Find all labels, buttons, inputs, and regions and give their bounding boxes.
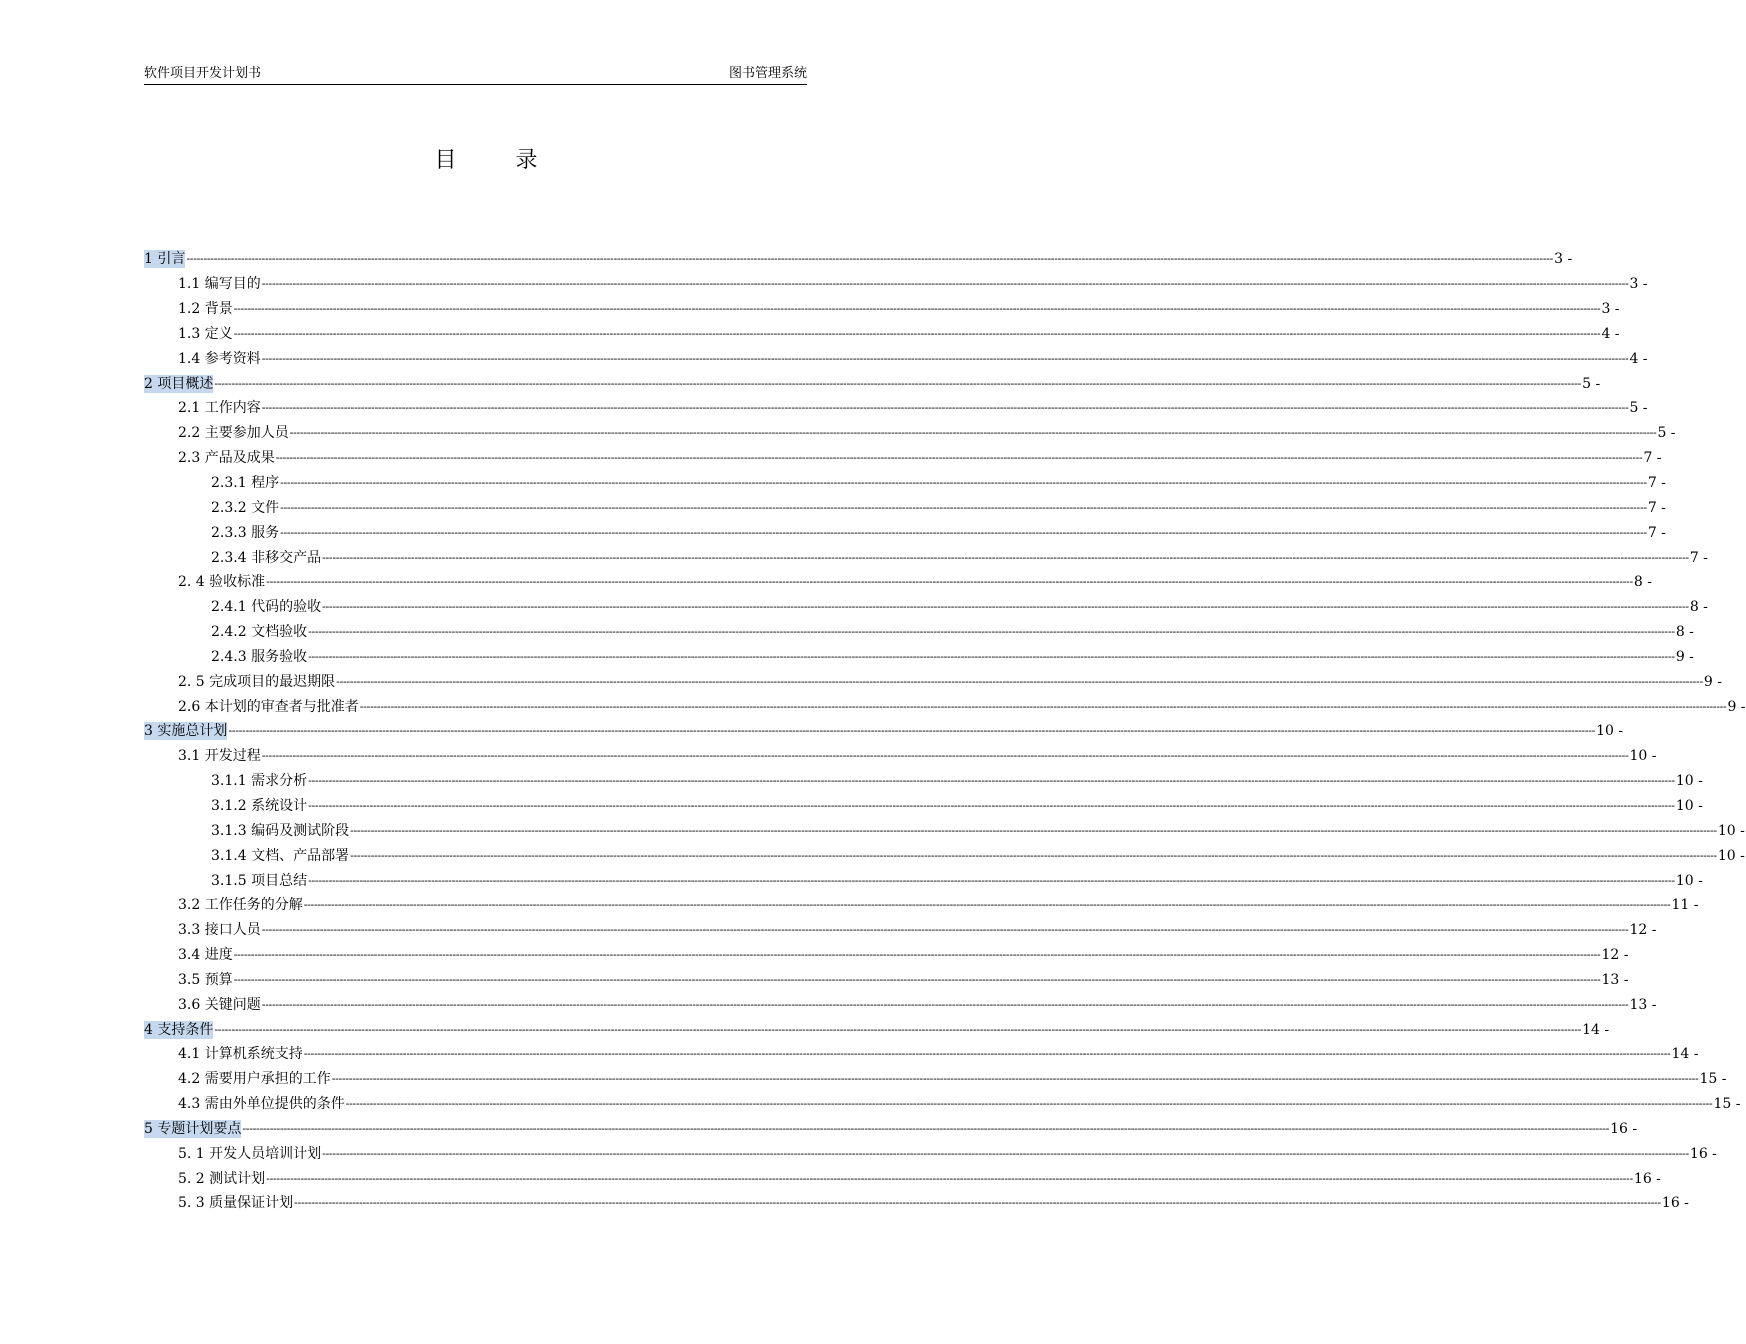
toc-entry-label: 2.6 本计划的审查者与批准者 xyxy=(178,698,359,715)
toc-entry-page-number: 15 - xyxy=(1713,1096,1741,1113)
toc-entry[interactable] xyxy=(144,992,1657,1017)
toc-entry[interactable] xyxy=(144,1141,1717,1166)
toc-entry-page-number: 10 - xyxy=(1675,797,1703,814)
toc-entry-page-number: 14 - xyxy=(1671,1046,1699,1063)
table-of-contents xyxy=(144,247,1746,1216)
toc-leader-dashes: ---------------------------------------------------------------------------------------------------------------------------------------------------------------------------------------------------------------------------------------------------------------------------------------------------------------------------------------------------------------------------------------------------------------- xyxy=(261,351,1629,365)
toc-entry-page-number: 5 - xyxy=(1657,425,1676,442)
toc-entry-label: 4.3 需由外单位提供的条件 xyxy=(178,1096,345,1113)
toc-entry-page-number: 4 - xyxy=(1629,350,1648,367)
toc-entry-label: 3.1.3 编码及测试阶段 xyxy=(211,822,350,839)
toc-entry-label: 2.1 工作内容 xyxy=(178,400,261,417)
toc-entry[interactable] xyxy=(144,1017,1610,1042)
toc-leader-dashes: ---------------------------------------------------------------------------------------------------------------------------------------------------------------------------------------------------------------------------------------------------------------------------------------------------------------------------------------------------------------------------------------------------------------- xyxy=(308,873,1675,887)
toc-leader-dashes: ---------------------------------------------------------------------------------------------------------------------------------------------------------------------------------------------------------------------------------------------------------------------------------------------------------------------------------------------------------------------------------------------------------------- xyxy=(294,1196,1661,1210)
toc-entry[interactable] xyxy=(144,943,1629,968)
toc-entry-label: 1.3 定义 xyxy=(178,325,233,342)
toc-leader-dashes: ---------------------------------------------------------------------------------------------------------------------------------------------------------------------------------------------------------------------------------------------------------------------------------------------------------------------------------------------------------------------------------------------------------------- xyxy=(308,798,1675,812)
toc-entry[interactable] xyxy=(144,868,1703,893)
toc-leader-dashes: ---------------------------------------------------------------------------------------------------------------------------------------------------------------------------------------------------------------------------------------------------------------------------------------------------------------------------------------------------------------------------------------------------------------- xyxy=(261,749,1629,763)
toc-entry-label: 4 支持条件 xyxy=(144,1021,214,1038)
toc-entry[interactable] xyxy=(144,620,1694,645)
toc-entry-page-number: 9 - xyxy=(1727,698,1746,715)
toc-entry-label: 1.1 编写目的 xyxy=(178,276,261,293)
toc-leader-dashes: ---------------------------------------------------------------------------------------------------------------------------------------------------------------------------------------------------------------------------------------------------------------------------------------------------------------------------------------------------------------------------------------------------------------- xyxy=(280,525,1647,539)
toc-entry[interactable] xyxy=(144,1042,1699,1067)
toc-leader-dashes: ---------------------------------------------------------------------------------------------------------------------------------------------------------------------------------------------------------------------------------------------------------------------------------------------------------------------------------------------------------------------------------------------------------------- xyxy=(280,476,1647,490)
toc-entry[interactable] xyxy=(144,694,1746,719)
toc-entry-page-number: 3 - xyxy=(1554,251,1573,268)
toc-entry-label: 3.4 进度 xyxy=(178,947,233,964)
toc-entry[interactable] xyxy=(144,843,1745,868)
toc-heading: 目 录 xyxy=(434,148,564,173)
toc-entry-page-number: 10 - xyxy=(1675,872,1703,889)
toc-leader-dashes: ---------------------------------------------------------------------------------------------------------------------------------------------------------------------------------------------------------------------------------------------------------------------------------------------------------------------------------------------------------------------------------------------------------------- xyxy=(308,625,1675,639)
toc-entry[interactable] xyxy=(144,545,1708,570)
toc-entry-label: 4.1 计算机系统支持 xyxy=(178,1046,303,1063)
toc-entry-label: 3.1.4 文档、产品部署 xyxy=(211,847,350,864)
toc-entry[interactable] xyxy=(144,396,1648,421)
toc-entry[interactable] xyxy=(144,893,1699,918)
toc-entry-page-number: 7 - xyxy=(1647,475,1666,492)
toc-entry-page-number: 5 - xyxy=(1629,400,1648,417)
toc-leader-dashes: ---------------------------------------------------------------------------------------------------------------------------------------------------------------------------------------------------------------------------------------------------------------------------------------------------------------------------------------------------------------------------------------------------------------- xyxy=(228,724,1596,738)
toc-entry[interactable] xyxy=(144,719,1624,744)
toc-entry-page-number: 8 - xyxy=(1675,624,1694,641)
toc-entry-page-number: 11 - xyxy=(1671,897,1699,914)
toc-entry-label: 2. 4 验收标准 xyxy=(178,574,266,591)
toc-leader-dashes: ---------------------------------------------------------------------------------------------------------------------------------------------------------------------------------------------------------------------------------------------------------------------------------------------------------------------------------------------------------------------------------------------------------------- xyxy=(242,1121,1610,1135)
toc-entry-label: 1.2 背景 xyxy=(178,301,233,318)
toc-entry-label: 5. 2 测试计划 xyxy=(178,1170,266,1187)
toc-leader-dashes: ---------------------------------------------------------------------------------------------------------------------------------------------------------------------------------------------------------------------------------------------------------------------------------------------------------------------------------------------------------------------------------------------------------------- xyxy=(308,774,1675,788)
toc-leader-dashes: ---------------------------------------------------------------------------------------------------------------------------------------------------------------------------------------------------------------------------------------------------------------------------------------------------------------------------------------------------------------------------------------------------------------- xyxy=(331,1072,1699,1086)
toc-entry[interactable] xyxy=(144,471,1666,496)
toc-entry[interactable] xyxy=(144,495,1666,520)
toc-entry-label: 3.3 接口人员 xyxy=(178,922,261,939)
toc-entry-page-number: 10 - xyxy=(1629,748,1657,765)
toc-leader-dashes: ---------------------------------------------------------------------------------------------------------------------------------------------------------------------------------------------------------------------------------------------------------------------------------------------------------------------------------------------------------------------------------------------------------------- xyxy=(350,823,1717,837)
toc-entry-page-number: 7 - xyxy=(1647,524,1666,541)
toc-entry-label: 5. 3 质量保证计划 xyxy=(178,1195,294,1212)
toc-entry-label: 3.1 开发过程 xyxy=(178,748,261,765)
toc-leader-dashes: ---------------------------------------------------------------------------------------------------------------------------------------------------------------------------------------------------------------------------------------------------------------------------------------------------------------------------------------------------------------------------------------------------------------- xyxy=(350,848,1717,862)
toc-entry-label: 1.4 参考资料 xyxy=(178,350,261,367)
toc-entry-label: 5 专题计划要点 xyxy=(144,1120,242,1137)
toc-entry[interactable] xyxy=(144,595,1708,620)
toc-entry[interactable] xyxy=(144,1166,1661,1191)
toc-entry[interactable] xyxy=(144,769,1703,794)
toc-entry-page-number: 7 - xyxy=(1647,499,1666,516)
toc-entry-label: 5. 1 开发人员培训计划 xyxy=(178,1145,322,1162)
toc-entry[interactable] xyxy=(144,322,1620,347)
toc-entry-label: 3 实施总计划 xyxy=(144,723,228,740)
toc-entry[interactable] xyxy=(144,346,1648,371)
toc-entry[interactable] xyxy=(144,520,1666,545)
toc-entry-page-number: 12 - xyxy=(1601,947,1629,964)
toc-leader-dashes: ---------------------------------------------------------------------------------------------------------------------------------------------------------------------------------------------------------------------------------------------------------------------------------------------------------------------------------------------------------------------------------------------------------------- xyxy=(233,302,1601,316)
toc-leader-dashes: ---------------------------------------------------------------------------------------------------------------------------------------------------------------------------------------------------------------------------------------------------------------------------------------------------------------------------------------------------------------------------------------------------------------- xyxy=(261,277,1629,291)
toc-leader-dashes: ---------------------------------------------------------------------------------------------------------------------------------------------------------------------------------------------------------------------------------------------------------------------------------------------------------------------------------------------------------------------------------------------------------------- xyxy=(303,898,1671,912)
toc-entry-label: 3.5 预算 xyxy=(178,971,233,988)
toc-entry-label: 2.4.1 代码的验收 xyxy=(211,599,322,616)
toc-entry-label: 2 项目概述 xyxy=(144,375,214,392)
toc-leader-dashes: ---------------------------------------------------------------------------------------------------------------------------------------------------------------------------------------------------------------------------------------------------------------------------------------------------------------------------------------------------------------------------------------------------------------- xyxy=(308,649,1675,663)
toc-entry[interactable] xyxy=(144,272,1648,297)
toc-entry[interactable] xyxy=(144,1191,1689,1216)
toc-entry[interactable] xyxy=(144,570,1652,595)
toc-entry-page-number: 5 - xyxy=(1582,375,1601,392)
toc-entry-page-number: 9 - xyxy=(1675,648,1694,665)
toc-entry[interactable] xyxy=(144,446,1662,471)
toc-entry-page-number: 10 - xyxy=(1717,847,1745,864)
header-document-title: 软件项目开发计划书 xyxy=(144,66,262,81)
toc-leader-dashes: ---------------------------------------------------------------------------------------------------------------------------------------------------------------------------------------------------------------------------------------------------------------------------------------------------------------------------------------------------------------------------------------------------------------- xyxy=(280,500,1647,514)
toc-entry[interactable] xyxy=(144,421,1676,446)
toc-entry-page-number: 7 - xyxy=(1643,450,1662,467)
toc-entry-page-number: 7 - xyxy=(1689,549,1708,566)
toc-leader-dashes: ---------------------------------------------------------------------------------------------------------------------------------------------------------------------------------------------------------------------------------------------------------------------------------------------------------------------------------------------------------------------------------------------------------------- xyxy=(214,1022,1582,1036)
toc-leader-dashes: ---------------------------------------------------------------------------------------------------------------------------------------------------------------------------------------------------------------------------------------------------------------------------------------------------------------------------------------------------------------------------------------------------------------- xyxy=(233,972,1601,986)
toc-entry-page-number: 16 - xyxy=(1610,1120,1638,1137)
toc-entry-page-number: 3 - xyxy=(1629,276,1648,293)
toc-entry[interactable] xyxy=(144,1092,1741,1117)
toc-entry[interactable] xyxy=(144,247,1573,272)
toc-entry[interactable] xyxy=(144,918,1657,943)
toc-entry-page-number: 10 - xyxy=(1596,723,1624,740)
toc-entry-label: 1 引言 xyxy=(144,251,186,268)
toc-entry-page-number: 14 - xyxy=(1582,1021,1610,1038)
toc-leader-dashes: ---------------------------------------------------------------------------------------------------------------------------------------------------------------------------------------------------------------------------------------------------------------------------------------------------------------------------------------------------------------------------------------------------------------- xyxy=(322,600,1689,614)
toc-leader-dashes: ---------------------------------------------------------------------------------------------------------------------------------------------------------------------------------------------------------------------------------------------------------------------------------------------------------------------------------------------------------------------------------------------------------------- xyxy=(233,948,1601,962)
toc-leader-dashes: ---------------------------------------------------------------------------------------------------------------------------------------------------------------------------------------------------------------------------------------------------------------------------------------------------------------------------------------------------------------------------------------------------------------- xyxy=(359,699,1727,713)
toc-leader-dashes: ---------------------------------------------------------------------------------------------------------------------------------------------------------------------------------------------------------------------------------------------------------------------------------------------------------------------------------------------------------------------------------------------------------------- xyxy=(261,923,1629,937)
toc-entry-page-number: 13 - xyxy=(1629,996,1657,1013)
toc-entry-page-number: 12 - xyxy=(1629,922,1657,939)
toc-entry-label: 2.4.3 服务验收 xyxy=(211,648,308,665)
toc-leader-dashes: ---------------------------------------------------------------------------------------------------------------------------------------------------------------------------------------------------------------------------------------------------------------------------------------------------------------------------------------------------------------------------------------------------------------- xyxy=(266,575,1633,589)
toc-entry[interactable] xyxy=(144,297,1620,322)
header-system-name: 图书管理系统 xyxy=(728,66,807,81)
toc-entry-label: 2.4.2 文档验收 xyxy=(211,624,308,641)
toc-entry-page-number: 15 - xyxy=(1699,1071,1727,1088)
toc-entry-page-number: 8 - xyxy=(1633,574,1652,591)
toc-leader-dashes: ---------------------------------------------------------------------------------------------------------------------------------------------------------------------------------------------------------------------------------------------------------------------------------------------------------------------------------------------------------------------------------------------------------------- xyxy=(214,376,1582,390)
toc-entry-label: 2.2 主要参加人员 xyxy=(178,425,289,442)
toc-entry[interactable] xyxy=(144,669,1722,694)
toc-leader-dashes: ---------------------------------------------------------------------------------------------------------------------------------------------------------------------------------------------------------------------------------------------------------------------------------------------------------------------------------------------------------------------------------------------------------------- xyxy=(233,326,1601,340)
toc-entry-page-number: 4 - xyxy=(1601,325,1620,342)
toc-leader-dashes: ---------------------------------------------------------------------------------------------------------------------------------------------------------------------------------------------------------------------------------------------------------------------------------------------------------------------------------------------------------------------------------------------------------------- xyxy=(345,1097,1713,1111)
toc-entry-page-number: 3 - xyxy=(1601,301,1620,318)
toc-entry-page-number: 9 - xyxy=(1703,673,1722,690)
toc-entry[interactable] xyxy=(144,967,1629,992)
toc-entry[interactable] xyxy=(144,744,1657,769)
toc-leader-dashes: ---------------------------------------------------------------------------------------------------------------------------------------------------------------------------------------------------------------------------------------------------------------------------------------------------------------------------------------------------------------------------------------------------------------- xyxy=(289,426,1657,440)
toc-leader-dashes: ---------------------------------------------------------------------------------------------------------------------------------------------------------------------------------------------------------------------------------------------------------------------------------------------------------------------------------------------------------------------------------------------------------------- xyxy=(261,997,1629,1011)
toc-entry-label: 3.1.1 需求分析 xyxy=(211,773,308,790)
toc-leader-dashes: ---------------------------------------------------------------------------------------------------------------------------------------------------------------------------------------------------------------------------------------------------------------------------------------------------------------------------------------------------------------------------------------------------------------- xyxy=(261,401,1629,415)
toc-entry-label: 4.2 需要用户承担的工作 xyxy=(178,1071,331,1088)
toc-leader-dashes: ---------------------------------------------------------------------------------------------------------------------------------------------------------------------------------------------------------------------------------------------------------------------------------------------------------------------------------------------------------------------------------------------------------------- xyxy=(186,252,1554,266)
toc-leader-dashes: ---------------------------------------------------------------------------------------------------------------------------------------------------------------------------------------------------------------------------------------------------------------------------------------------------------------------------------------------------------------------------------------------------------------- xyxy=(303,1047,1671,1061)
toc-entry-label: 2.3.3 服务 xyxy=(211,524,280,541)
toc-entry-label: 2.3 产品及成果 xyxy=(178,450,275,467)
toc-leader-dashes: ---------------------------------------------------------------------------------------------------------------------------------------------------------------------------------------------------------------------------------------------------------------------------------------------------------------------------------------------------------------------------------------------------------------- xyxy=(322,1146,1689,1160)
toc-entry-label: 2.3.1 程序 xyxy=(211,475,280,492)
toc-entry[interactable] xyxy=(144,794,1703,819)
toc-leader-dashes: ---------------------------------------------------------------------------------------------------------------------------------------------------------------------------------------------------------------------------------------------------------------------------------------------------------------------------------------------------------------------------------------------------------------- xyxy=(266,1171,1633,1185)
toc-entry-page-number: 8 - xyxy=(1689,599,1708,616)
toc-entry-label: 2. 5 完成项目的最迟期限 xyxy=(178,673,336,690)
toc-entry[interactable] xyxy=(144,818,1745,843)
toc-leader-dashes: ---------------------------------------------------------------------------------------------------------------------------------------------------------------------------------------------------------------------------------------------------------------------------------------------------------------------------------------------------------------------------------------------------------------- xyxy=(336,674,1703,688)
toc-entry[interactable] xyxy=(144,1067,1727,1092)
toc-entry[interactable] xyxy=(144,645,1694,670)
toc-leader-dashes: ---------------------------------------------------------------------------------------------------------------------------------------------------------------------------------------------------------------------------------------------------------------------------------------------------------------------------------------------------------------------------------------------------------------- xyxy=(322,550,1689,564)
toc-entry[interactable] xyxy=(144,1117,1638,1142)
toc-entry-label: 3.6 关键问题 xyxy=(178,996,261,1013)
page-header xyxy=(144,66,807,85)
toc-entry-page-number: 16 - xyxy=(1633,1170,1661,1187)
toc-entry-label: 3.2 工作任务的分解 xyxy=(178,897,303,914)
toc-entry-label: 2.3.4 非移交产品 xyxy=(211,549,322,566)
toc-entry-label: 3.1.2 系统设计 xyxy=(211,797,308,814)
toc-entry-page-number: 13 - xyxy=(1601,971,1629,988)
toc-entry[interactable] xyxy=(144,371,1601,396)
toc-entry-page-number: 10 - xyxy=(1675,773,1703,790)
toc-entry-page-number: 16 - xyxy=(1661,1195,1689,1212)
toc-entry-label: 2.3.2 文件 xyxy=(211,499,280,516)
toc-entry-page-number: 10 - xyxy=(1717,822,1745,839)
toc-entry-page-number: 16 - xyxy=(1689,1145,1717,1162)
toc-entry-label: 3.1.5 项目总结 xyxy=(211,872,308,889)
toc-leader-dashes: ---------------------------------------------------------------------------------------------------------------------------------------------------------------------------------------------------------------------------------------------------------------------------------------------------------------------------------------------------------------------------------------------------------------- xyxy=(275,451,1643,465)
